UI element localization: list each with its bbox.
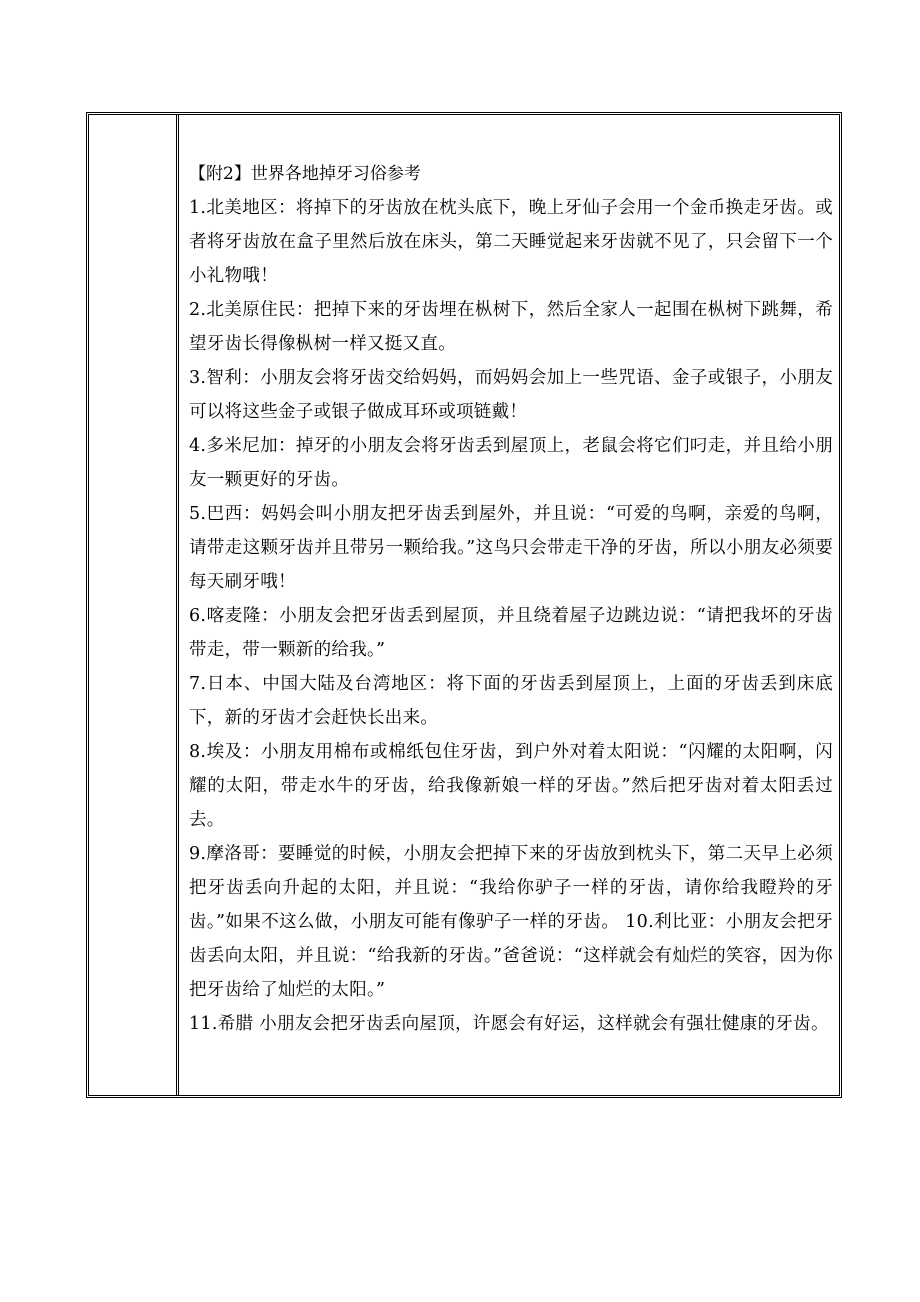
document-table	[86, 112, 842, 1098]
custom-paragraph-9: 9.摩洛哥：要睡觉的时候，小朋友会把掉下来的牙齿放到枕头下，第二天早上必须把牙齿丢向升起的太阳，并且说：“我给你驴子一样的牙齿，请你给我瞪羚的牙齿。”如果不这么做，小朋友可能有像驴子一样的牙齿。 10.利比亚：小朋友会把牙齿丢向太阳，并且说：“给我新的牙齿。”爸爸说：“这样就会有灿烂的笑容，因为你把牙齿给了灿烂的太阳。”	[189, 844, 833, 1000]
custom-paragraph-4: 4.多米尼加：掉牙的小朋友会将牙齿丢到屋顶上，老鼠会将它们叼走，并且给小朋友一颗更好的牙齿。	[189, 436, 833, 490]
custom-paragraph-1: 1.北美地区：将掉下的牙齿放在枕头底下，晚上牙仙子会用一个金币换走牙齿。或者将牙齿放在盒子里然后放在床头，第二天睡觉起来牙齿就不见了，只会留下一个小礼物哦！	[189, 198, 833, 286]
custom-paragraph-6: 6.喀麦隆：小朋友会把牙齿丢到屋顶，并且绕着屋子边跳边说：“请把我坏的牙齿带走，带一颗新的给我。”	[189, 606, 833, 660]
custom-paragraph-3: 3.智利：小朋友会将牙齿交给妈妈，而妈妈会加上一些咒语、金子或银子，小朋友可以将这些金子或银子做成耳环或项链戴！	[189, 368, 833, 422]
custom-paragraph-7: 7.日本、中国大陆及台湾地区：将下面的牙齿丢到屋顶上，上面的牙齿丢到床底下，新的牙齿才会赶快长出来。	[189, 674, 833, 728]
custom-paragraph-8: 8.埃及：小朋友用棉布或棉纸包住牙齿，到户外对着太阳说：“闪耀的太阳啊，闪耀的太阳，带走水牛的牙齿，给我像新娘一样的牙齿。”然后把牙齿对着太阳丢过去。	[189, 742, 833, 830]
document-title: 【附2】世界各地掉牙习俗参考	[189, 164, 421, 184]
custom-paragraph-2: 2.北美原住民：把掉下来的牙齿埋在枞树下，然后全家人一起围在枞树下跳舞，希望牙齿长得像枞树一样又挺又直。	[189, 300, 833, 354]
table-content-cell	[179, 115, 839, 1095]
custom-paragraph-5: 5.巴西：妈妈会叫小朋友把牙齿丢到屋外，并且说：“可爱的鸟啊，亲爱的鸟啊，请带走这颗牙齿并且带另一颗给我。”这鸟只会带走干净的牙齿，所以小朋友必须要每天刷牙哦！	[189, 504, 833, 592]
custom-paragraph-11: 11.希腊 小朋友会把牙齿丢向屋顶，许愿会有好运，这样就会有强壮健康的牙齿。	[189, 1014, 829, 1034]
table-left-cell	[89, 115, 179, 1095]
